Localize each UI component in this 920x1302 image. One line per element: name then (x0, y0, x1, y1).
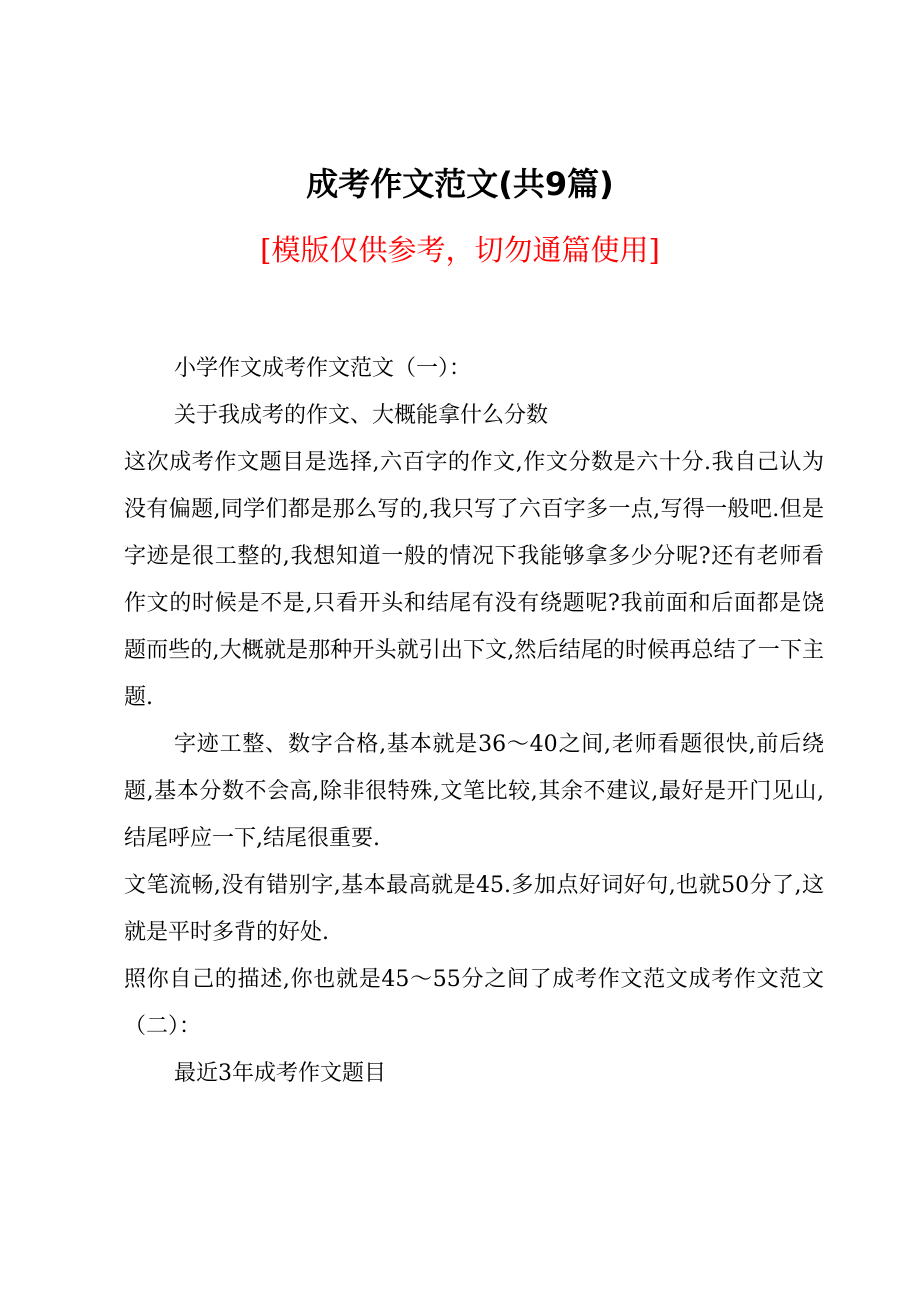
paragraph: 照你自己的描述,你也就是45～55分之间了成考作文范文成考作文范文（二）： (124, 967, 824, 1039)
section-heading: 小学作文成考作文范文（一）： (174, 356, 472, 381)
document-title: 成考作文范文(共9篇) (306, 165, 614, 203)
template-notice: [模版仅供参考，切勿通篇使用] (260, 233, 660, 267)
document-body (124, 345, 824, 1097)
paragraph: 字迹工整、数字合格,基本就是36～40之间,老师看题很快,前后绕题,基本分数不会高,除非很特殊,文笔比较,其余不建议,最好是开门见山,结尾呼应一下,结尾很重要. (124, 732, 824, 851)
section-heading: 最近3年成考作文题目 (174, 1061, 386, 1086)
question-heading: 关于我成考的作文、大概能拿什么分数 (174, 403, 549, 428)
paragraph: 这次成考作文题目是选择,六百字的作文,作文分数是六十分.我自己认为没有偏题,同学们都是那么写的,我只写了六百字多一点,写得一般吧.但是字迹是很工整的,我想知道一般的情况下我能够拿多少分呢?还有老师看作文的时候是不是,只看开头和结尾有没有绕题呢?我前面和后面都是饶题而些的,大概就是那种开头就引出下文,然后结尾的时候再总结了一下主题. (124, 450, 824, 710)
paragraph: 文笔流畅,没有错别字,基本最高就是45.多加点好词好句,也就50分了,这就是平时多背的好处. (124, 873, 824, 945)
